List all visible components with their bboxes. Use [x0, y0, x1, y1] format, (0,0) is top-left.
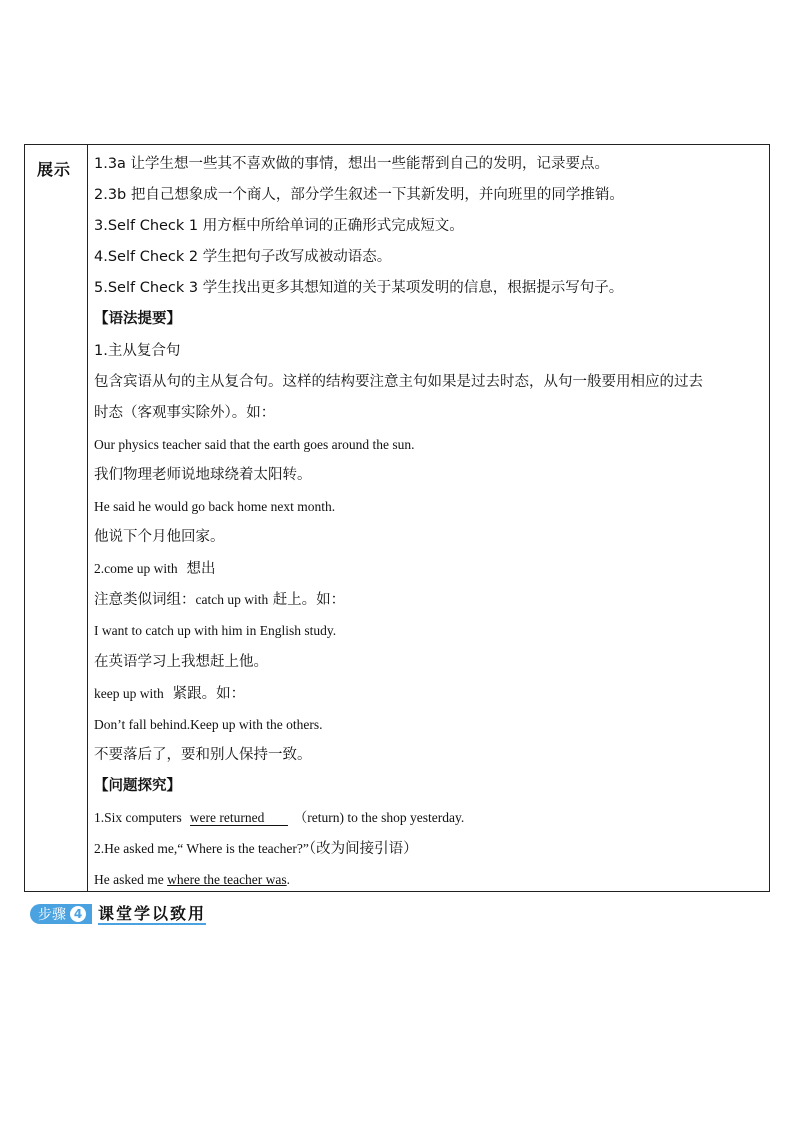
example-4-en: Don’t fall behind.Keep up with the others. — [94, 716, 323, 732]
phrase-keep-up-with: keep up with — [94, 685, 164, 701]
note-suffix: 赶上。如： — [272, 592, 346, 609]
activity-line-4: 4.Self Check 2 学生把句子改写成被动语态。 — [94, 249, 392, 266]
note-prefix: 注意类似词组： — [94, 592, 196, 609]
example-3-cn: 在英语学习上我想赶上他。 — [94, 653, 268, 670]
grammar-heading: 【语法提要】 — [94, 311, 181, 328]
lesson-table — [24, 144, 770, 892]
step-label: 步骤 — [38, 907, 66, 923]
question-1-start: 1.Six computers — [94, 809, 182, 825]
question-2 — [94, 833, 766, 864]
answer-prefix: He asked me — [94, 872, 164, 888]
activity-line-5: 5.Self Check 3 学生找出更多其想知道的关于某项发明的信息，根据提示写句子。 — [94, 280, 624, 297]
grammar-point-1: 1.主从复合句 — [94, 342, 181, 359]
section-content — [94, 149, 766, 895]
question-1 — [94, 802, 766, 833]
phrase-keep-up-with-line — [94, 678, 766, 709]
activity-line-1: 1.3a 让学生想一些其不喜欢做的事情，想出一些能帮到自己的发明，记录要点。 — [94, 156, 610, 172]
question-2-answer-line — [94, 864, 766, 895]
activity-line-2: 2.3b 把自己想象成一个商人，部分学生叙述一下其新发明，并向班里的同学推销。 — [94, 187, 624, 204]
grammar-explanation-1: 包含宾语从句的主从复合句。这样的结构要注意主句如果是过去时态，从句一般要用相应的过去 — [94, 373, 703, 390]
similar-phrase-note — [94, 584, 766, 615]
question-2-instruction: （改为间接引语） — [308, 841, 418, 858]
phrase-catch-up-with: catch up with — [195, 592, 269, 608]
step-header — [30, 903, 206, 925]
keep-up-meaning: 紧跟。如： — [172, 685, 246, 702]
step-number: 4 — [70, 906, 86, 922]
example-4-cn: 不要落后了，要和别人保持一致。 — [94, 746, 312, 763]
question-1-answer: were returned — [190, 811, 288, 826]
example-2-en: He said he would go back home next month. — [94, 499, 336, 515]
question-2-text: 2.He asked me,“ Where is the teacher?” — [94, 841, 309, 857]
activity-line-3: 3.Self Check 1 用方框中所给单词的正确形式完成短文。 — [94, 218, 464, 235]
step-badge — [30, 904, 92, 924]
inquiry-heading: 【问题探究】 — [94, 777, 181, 794]
section-label-cell — [25, 145, 88, 891]
example-1-cn: 我们物理老师说地球绕着太阳转。 — [94, 466, 312, 483]
section-label: 展示 — [37, 160, 72, 179]
answer-period: . — [286, 872, 291, 888]
example-1-en: Our physics teacher said that the earth goes around the sun. — [94, 436, 415, 452]
step-title: 课堂学以致用 — [98, 903, 207, 923]
phrase-meaning: 想出 — [186, 561, 216, 578]
phrase-come-up-with: 2.come up with — [94, 561, 178, 577]
question-1-end: （return) to the shop yesterday. — [293, 809, 465, 825]
grammar-explanation-2: 时态（客观事实除外）。如： — [94, 404, 276, 421]
grammar-point-2 — [94, 553, 766, 584]
example-2-cn: 他说下个月他回家。 — [94, 529, 225, 546]
example-3-en: I want to catch up with him in English study. — [94, 623, 337, 639]
question-2-answer: where the teacher was — [167, 872, 287, 888]
